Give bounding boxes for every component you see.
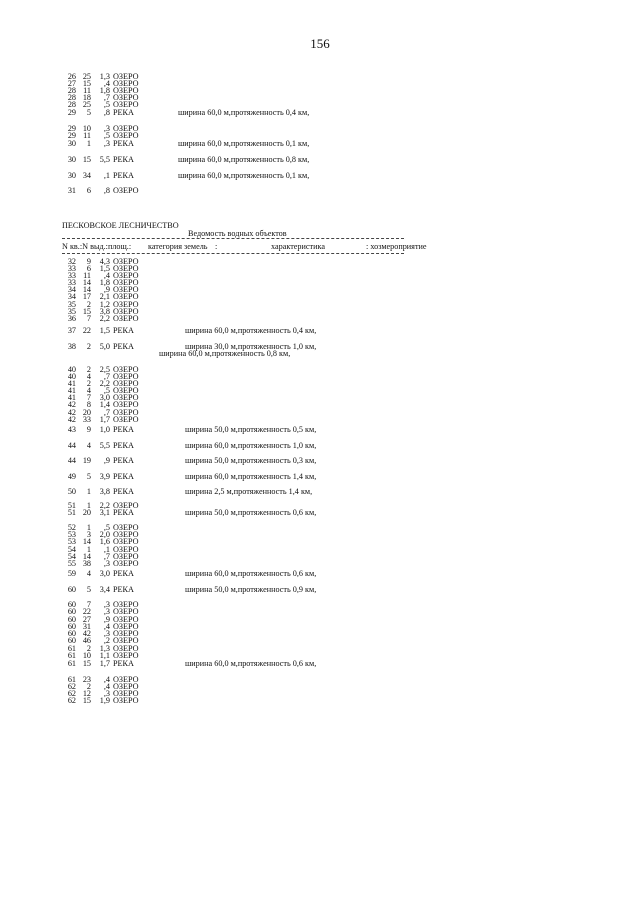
cell-pl: ,3 [103, 124, 110, 133]
cell-cat: РЕКА [113, 171, 134, 180]
cell-cat: ОЗЕРО [113, 300, 139, 309]
cell-kv: 60 [67, 615, 76, 624]
cell-vyd: 22 [82, 607, 91, 616]
cell-characteristic: ширина 60,0 м,протяженность 1,0 км, [185, 441, 317, 450]
cell-vyd: 14 [82, 537, 91, 546]
cell-cat: РЕКА [113, 472, 134, 481]
cell-pl: ,5 [103, 523, 110, 532]
cell-vyd: 31 [82, 622, 91, 631]
cell-cat: РЕКА [113, 108, 134, 117]
header-col-measures: : хозмероприятие [366, 242, 427, 251]
cell-pl: ,7 [103, 93, 110, 102]
cell-vyd: 22 [82, 326, 91, 335]
cell-pl: 3,4 [99, 585, 110, 594]
cell-kv: 28 [67, 86, 76, 95]
cell-pl: ,8 [103, 108, 110, 117]
cell-pl: 1,9 [99, 696, 110, 705]
cell-pl: 2,2 [99, 314, 110, 323]
cell-pl: 3,0 [99, 393, 110, 402]
cell-vyd: 18 [82, 93, 91, 102]
cell-kv: 44 [67, 456, 76, 465]
cell-cat: ОЗЕРО [113, 379, 139, 388]
cell-kv: 60 [67, 636, 76, 645]
cell-vyd: 10 [82, 124, 91, 133]
cell-cat: ОЗЕРО [113, 264, 139, 273]
cell-vyd: 1 [86, 139, 91, 148]
header-col-category: категория земель [148, 242, 208, 251]
cell-kv: 61 [67, 675, 76, 684]
cell-characteristic: ширина 60,0 м,протяженность 0,4 км, [178, 108, 310, 117]
cell-pl: ,3 [103, 629, 110, 638]
cell-vyd: 2 [86, 682, 91, 691]
cell-pl: ,5 [103, 386, 110, 395]
cell-pl: 3,0 [99, 569, 110, 578]
cell-pl: ,4 [103, 675, 110, 684]
cell-kv: 40 [67, 365, 76, 374]
cell-characteristic-continued: ширина 60,0 м,протяженность 0,8 км, [159, 349, 291, 358]
cell-kv: 41 [67, 393, 76, 402]
cell-vyd: 14 [82, 552, 91, 561]
cell-vyd: 3 [86, 530, 91, 539]
cell-pl: 5,5 [99, 441, 110, 450]
cell-kv: 30 [67, 139, 76, 148]
cell-vyd: 9 [86, 425, 91, 434]
cell-cat: ОЗЕРО [113, 600, 139, 609]
cell-vyd: 4 [86, 569, 91, 578]
cell-pl: ,9 [103, 456, 110, 465]
cell-pl: 1,8 [99, 86, 110, 95]
cell-cat: РЕКА [113, 342, 134, 351]
cell-pl: ,8 [103, 186, 110, 195]
cell-cat: ОЗЕРО [113, 552, 139, 561]
cell-vyd: 5 [86, 585, 91, 594]
cell-vyd: 11 [83, 131, 91, 140]
cell-cat: ОЗЕРО [113, 86, 139, 95]
cell-pl: 1,1 [99, 651, 110, 660]
cell-cat: ОЗЕРО [113, 314, 139, 323]
cell-vyd: 46 [82, 636, 91, 645]
cell-cat: ОЗЕРО [113, 278, 139, 287]
cell-vyd: 20 [82, 508, 91, 517]
cell-cat: РЕКА [113, 487, 134, 496]
cell-pl: ,3 [103, 600, 110, 609]
cell-pl: ,7 [103, 372, 110, 381]
cell-kv: 33 [67, 264, 76, 273]
cell-cat: ОЗЕРО [113, 682, 139, 691]
cell-characteristic: ширина 60,0 м,протяженность 0,1 км, [178, 139, 310, 148]
cell-vyd: 1 [86, 501, 91, 510]
cell-pl: 5,0 [99, 342, 110, 351]
cell-vyd: 15 [82, 155, 91, 164]
cell-kv: 51 [67, 501, 76, 510]
cell-kv: 53 [67, 537, 76, 546]
cell-pl: 5,5 [99, 155, 110, 164]
cell-kv: 44 [67, 441, 76, 450]
cell-cat: РЕКА [113, 155, 134, 164]
cell-cat: ОЗЕРО [113, 537, 139, 546]
cell-vyd: 4 [86, 372, 91, 381]
cell-pl: ,9 [103, 615, 110, 624]
cell-cat: ОЗЕРО [113, 372, 139, 381]
cell-cat: ОЗЕРО [113, 644, 139, 653]
cell-pl: 2,5 [99, 365, 110, 374]
cell-kv: 29 [67, 108, 76, 117]
cell-kv: 59 [67, 569, 76, 578]
header-rule-top [62, 238, 404, 239]
cell-vyd: 5 [86, 472, 91, 481]
cell-vyd: 38 [82, 559, 91, 568]
cell-kv: 60 [67, 600, 76, 609]
cell-cat: ОЗЕРО [113, 72, 139, 81]
cell-vyd: 2 [86, 644, 91, 653]
cell-pl: 2,1 [99, 292, 110, 301]
cell-pl: 3,9 [99, 472, 110, 481]
cell-vyd: 25 [82, 72, 91, 81]
cell-kv: 60 [67, 607, 76, 616]
cell-vyd: 15 [82, 659, 91, 668]
cell-kv: 38 [67, 342, 76, 351]
cell-vyd: 17 [82, 292, 91, 301]
cell-cat: ОЗЕРО [113, 365, 139, 374]
cell-pl: 3,1 [99, 508, 110, 517]
cell-cat: ОЗЕРО [113, 186, 139, 195]
cell-cat: ОЗЕРО [113, 271, 139, 280]
cell-vyd: 33 [82, 415, 91, 424]
cell-pl: 3,8 [99, 307, 110, 316]
cell-kv: 37 [67, 326, 76, 335]
cell-kv: 42 [67, 408, 76, 417]
cell-kv: 31 [67, 186, 76, 195]
cell-cat: ОЗЕРО [113, 675, 139, 684]
cell-kv: 41 [67, 386, 76, 395]
cell-kv: 28 [67, 100, 76, 109]
cell-cat: РЕКА [113, 456, 134, 465]
cell-kv: 55 [67, 559, 76, 568]
cell-vyd: 4 [86, 386, 91, 395]
cell-vyd: 11 [83, 271, 91, 280]
cell-pl: 1,5 [99, 264, 110, 273]
cell-kv: 54 [67, 545, 76, 554]
table-subtitle: Ведомость водных объектов [188, 229, 287, 238]
cell-kv: 33 [67, 271, 76, 280]
cell-cat: ОЗЕРО [113, 124, 139, 133]
cell-cat: ОЗЕРО [113, 79, 139, 88]
cell-kv: 60 [67, 585, 76, 594]
cell-cat: ОЗЕРО [113, 523, 139, 532]
cell-kv: 54 [67, 552, 76, 561]
cell-vyd: 1 [86, 545, 91, 554]
cell-cat: ОЗЕРО [113, 292, 139, 301]
cell-vyd: 14 [82, 285, 91, 294]
cell-kv: 28 [67, 93, 76, 102]
cell-cat: РЕКА [113, 569, 134, 578]
cell-pl: ,9 [103, 285, 110, 294]
cell-characteristic: ширина 50,0 м,протяженность 0,6 км, [185, 508, 317, 517]
cell-kv: 27 [67, 79, 76, 88]
cell-vyd: 9 [86, 257, 91, 266]
cell-vyd: 7 [86, 600, 91, 609]
cell-vyd: 15 [82, 307, 91, 316]
cell-kv: 60 [67, 622, 76, 631]
cell-cat: ОЗЕРО [113, 615, 139, 624]
cell-vyd: 10 [82, 651, 91, 660]
cell-vyd: 2 [86, 379, 91, 388]
cell-pl: ,4 [103, 682, 110, 691]
cell-kv: 29 [67, 131, 76, 140]
cell-vyd: 15 [82, 696, 91, 705]
cell-kv: 52 [67, 523, 76, 532]
cell-kv: 60 [67, 629, 76, 638]
cell-cat: ОЗЕРО [113, 307, 139, 316]
cell-vyd: 2 [86, 365, 91, 374]
cell-pl: ,3 [103, 607, 110, 616]
cell-vyd: 2 [86, 342, 91, 351]
cell-kv: 41 [67, 379, 76, 388]
cell-characteristic: ширина 50,0 м,протяженность 0,9 км, [185, 585, 317, 594]
cell-pl: 1,7 [99, 659, 110, 668]
cell-pl: 1,3 [99, 644, 110, 653]
cell-pl: 2,2 [99, 379, 110, 388]
cell-cat: ОЗЕРО [113, 636, 139, 645]
cell-cat: ОЗЕРО [113, 100, 139, 109]
cell-pl: 1,7 [99, 415, 110, 424]
cell-kv: 26 [67, 72, 76, 81]
section-title: ПЕСКОВСКОЕ ЛЕСНИЧЕСТВО [62, 221, 179, 230]
cell-vyd: 15 [82, 79, 91, 88]
cell-pl: 1,2 [99, 300, 110, 309]
cell-cat: ОЗЕРО [113, 501, 139, 510]
cell-characteristic: ширина 60,0 м,протяженность 0,6 км, [185, 659, 317, 668]
cell-pl: 1,5 [99, 326, 110, 335]
page-number: 156 [310, 36, 330, 51]
cell-pl: 1,4 [99, 400, 110, 409]
cell-cat: РЕКА [113, 659, 134, 668]
cell-vyd: 2 [86, 300, 91, 309]
cell-kv: 32 [67, 257, 76, 266]
cell-pl: ,4 [103, 79, 110, 88]
cell-cat: ОЗЕРО [113, 696, 139, 705]
header-col-separator: : [215, 242, 218, 251]
cell-vyd: 6 [86, 264, 91, 273]
cell-pl: ,2 [103, 636, 110, 645]
cell-kv: 53 [67, 530, 76, 539]
cell-cat: ОЗЕРО [113, 607, 139, 616]
cell-pl: 1,0 [99, 425, 110, 434]
cell-vyd: 11 [83, 86, 91, 95]
cell-kv: 33 [67, 278, 76, 287]
cell-pl: 4,3 [99, 257, 110, 266]
cell-vyd: 7 [86, 393, 91, 402]
cell-vyd: 4 [86, 441, 91, 450]
cell-characteristic: ширина 60,0 м,протяженность 1,4 км, [185, 472, 317, 481]
cell-kv: 29 [67, 124, 76, 133]
cell-kv: 49 [67, 472, 76, 481]
cell-pl: ,3 [103, 689, 110, 698]
cell-cat: ОЗЕРО [113, 689, 139, 698]
cell-cat: ОЗЕРО [113, 285, 139, 294]
cell-characteristic: ширина 50,0 м,протяженность 0,5 км, [185, 425, 317, 434]
cell-cat: ОЗЕРО [113, 651, 139, 660]
cell-cat: ОЗЕРО [113, 545, 139, 554]
cell-characteristic: ширина 60,0 м,протяженность 0,4 км, [185, 326, 317, 335]
cell-cat: РЕКА [113, 441, 134, 450]
cell-cat: РЕКА [113, 585, 134, 594]
cell-pl: ,7 [103, 552, 110, 561]
cell-vyd: 7 [86, 314, 91, 323]
cell-pl: ,4 [103, 271, 110, 280]
header-rule-bottom [62, 253, 404, 254]
cell-characteristic: ширина 60,0 м,протяженность 0,8 км, [178, 155, 310, 164]
cell-kv: 34 [67, 285, 76, 294]
cell-pl: 1,3 [99, 72, 110, 81]
cell-characteristic: ширина 60,0 м,протяженность 0,1 км, [178, 171, 310, 180]
cell-kv: 36 [67, 314, 76, 323]
cell-cat: РЕКА [113, 508, 134, 517]
header-col-kv: N кв.:N выд.:площ.: [62, 242, 132, 251]
cell-cat: ОЗЕРО [113, 559, 139, 568]
cell-cat: РЕКА [113, 425, 134, 434]
cell-vyd: 34 [82, 171, 91, 180]
cell-characteristic: ширина 30,0 м,протяженность 1,0 км, [185, 342, 317, 351]
cell-vyd: 8 [86, 400, 91, 409]
cell-pl: 2,2 [99, 501, 110, 510]
cell-vyd: 1 [86, 523, 91, 532]
cell-kv: 30 [67, 171, 76, 180]
cell-vyd: 12 [82, 689, 91, 698]
cell-vyd: 6 [86, 186, 91, 195]
cell-kv: 50 [67, 487, 76, 496]
cell-vyd: 25 [82, 100, 91, 109]
cell-kv: 42 [67, 400, 76, 409]
cell-kv: 30 [67, 155, 76, 164]
cell-cat: РЕКА [113, 139, 134, 148]
cell-pl: ,3 [103, 139, 110, 148]
cell-pl: 1,8 [99, 278, 110, 287]
cell-vyd: 14 [82, 278, 91, 287]
cell-cat: ОЗЕРО [113, 629, 139, 638]
cell-characteristic: ширина 2,5 м,протяженность 1,4 км, [185, 487, 313, 496]
cell-cat: ОЗЕРО [113, 530, 139, 539]
cell-pl: 1,6 [99, 537, 110, 546]
cell-pl: 2,0 [99, 530, 110, 539]
cell-kv: 34 [67, 292, 76, 301]
cell-cat: ОЗЕРО [113, 393, 139, 402]
cell-kv: 61 [67, 659, 76, 668]
cell-pl: ,4 [103, 622, 110, 631]
cell-characteristic: ширина 50,0 м,протяженность 0,3 км, [185, 456, 317, 465]
cell-vyd: 19 [82, 456, 91, 465]
cell-pl: ,5 [103, 100, 110, 109]
cell-cat: ОЗЕРО [113, 400, 139, 409]
cell-characteristic: ширина 60,0 м,протяженность 0,6 км, [185, 569, 317, 578]
cell-kv: 40 [67, 372, 76, 381]
cell-pl: ,1 [103, 545, 110, 554]
cell-kv: 61 [67, 644, 76, 653]
cell-vyd: 27 [82, 615, 91, 624]
cell-cat: ОЗЕРО [113, 386, 139, 395]
cell-pl: ,3 [103, 559, 110, 568]
cell-kv: 62 [67, 696, 76, 705]
cell-pl: 3,8 [99, 487, 110, 496]
cell-vyd: 20 [82, 408, 91, 417]
cell-cat: ОЗЕРО [113, 257, 139, 266]
cell-cat: ОЗЕРО [113, 131, 139, 140]
cell-vyd: 5 [86, 108, 91, 117]
cell-vyd: 42 [82, 629, 91, 638]
cell-kv: 51 [67, 508, 76, 517]
cell-kv: 42 [67, 415, 76, 424]
cell-kv: 62 [67, 682, 76, 691]
cell-kv: 43 [67, 425, 76, 434]
cell-pl: ,7 [103, 408, 110, 417]
cell-cat: ОЗЕРО [113, 415, 139, 424]
cell-cat: РЕКА [113, 326, 134, 335]
cell-cat: ОЗЕРО [113, 622, 139, 631]
cell-kv: 35 [67, 307, 76, 316]
cell-kv: 35 [67, 300, 76, 309]
cell-vyd: 23 [82, 675, 91, 684]
cell-pl: ,1 [103, 171, 110, 180]
cell-kv: 61 [67, 651, 76, 660]
cell-pl: ,5 [103, 131, 110, 140]
cell-cat: ОЗЕРО [113, 408, 139, 417]
cell-cat: ОЗЕРО [113, 93, 139, 102]
header-col-characteristic: характеристика [271, 242, 325, 251]
cell-vyd: 1 [86, 487, 91, 496]
cell-kv: 62 [67, 689, 76, 698]
